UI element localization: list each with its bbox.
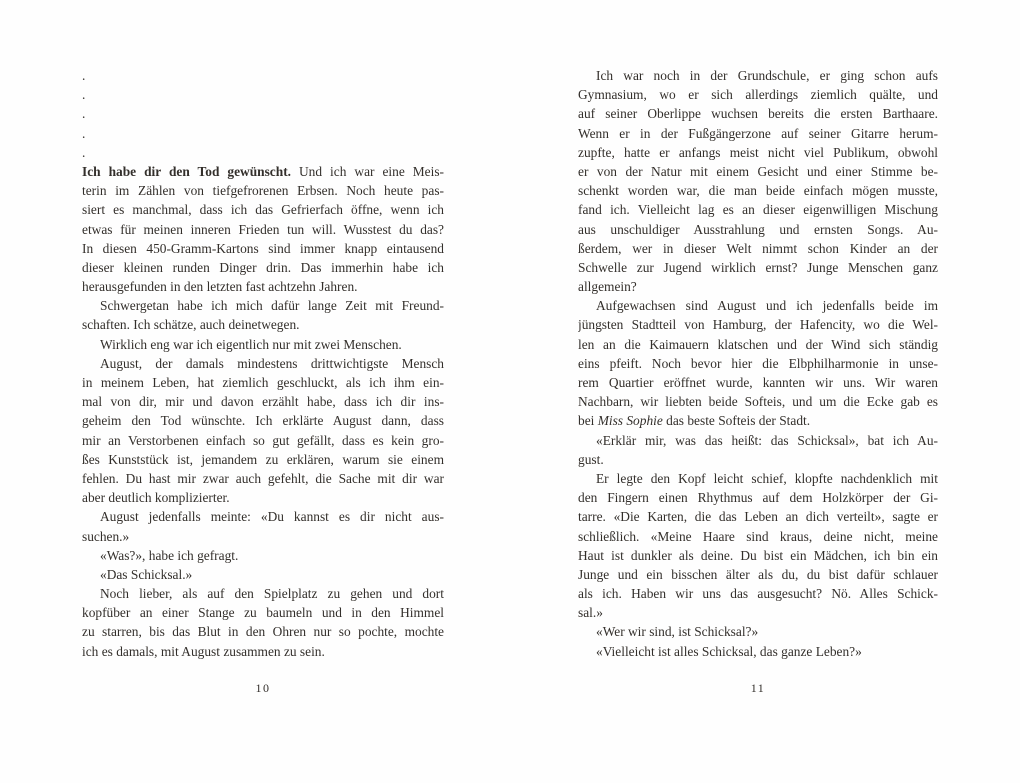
page-number-left: 10 — [255, 681, 271, 695]
text-line: fand ich. Vielleicht lag es an dieser eigenwilligen Mischung — [578, 202, 938, 218]
text-line: ich es damals, mit August zusammen zu sein. — [82, 643, 325, 659]
text-line — [82, 162, 444, 181]
text-line: August jedenfalls meinte: «Du kannst es dir nicht aus- — [100, 509, 444, 525]
text-line: dieser kleinen runden Dinger drin. Das immerhin habe ich — [82, 259, 444, 275]
text-line: zupfte, hatte er anfangs meist nicht viel Publikum, obwohl — [578, 144, 938, 160]
text-line: fehlen. Du hast mir zwar auch gefehlt, die Sache mit dir war — [82, 470, 444, 486]
text-segment: Und ich war eine Meis- — [291, 163, 444, 179]
text-line: ßes Kunststück ist, jemandem zu erklären, warum sie einem — [82, 451, 444, 467]
text-line: sal.» — [578, 605, 603, 621]
text-line: in meinem Leben, hat ziemlich geschluckt, als ich ihm ein- — [82, 375, 444, 390]
text-line: Aufgewachsen sind August und ich jedenfalls beide im — [596, 298, 938, 314]
text-line: «Was?», habe ich gefragt. — [100, 547, 239, 563]
page-number-right: 11 — [750, 681, 766, 695]
text-line: Gymnasium, wo er sich allerdings ziemlich quälte, und — [578, 87, 938, 103]
text-line: Schwelle zur Jugend wirklich ernst? Junge Menschen ganz — [578, 259, 938, 275]
ellipsis-dot-line: . — [82, 125, 86, 141]
text-line: zu starren, bis das Blut in den Ohren nur so pochte, mochte — [82, 624, 444, 640]
text-line: aber deutlich komplizierter. — [82, 490, 230, 506]
text-line: Wenn er in der Fußgängerzone auf seiner Gitarre herum- — [578, 125, 938, 141]
text-segment: das beste Softeis der Stadt. — [662, 413, 811, 429]
ellipsis-dot-line: . — [82, 106, 86, 122]
text-line: jüngsten Stadtteil von Hamburg, der Hafencity, wo die Wel- — [578, 317, 938, 333]
text-line: den Fingern einen Rhythmus auf dem Holzkörper der Gi- — [578, 490, 938, 506]
text-line: etwas für meinen inneren Frieden tun will. Wusstest du das? — [82, 221, 444, 237]
text-line: Wirklich eng war ich eigentlich nur mit zwei Menschen. — [100, 336, 402, 352]
text-line: er von der Natur mit einem Gesicht und einer Stimme be- — [578, 163, 938, 179]
ellipsis-dot-line: . — [82, 144, 86, 160]
text-line: auf seiner Oberlippe wuchsen bereits die ersten Barthaare. — [578, 106, 938, 122]
text-line: Nachbarn, wir liebten beide Softeis, und um die Ecke gab es — [578, 394, 938, 410]
text-line: herausgefunden in den letzten fast achtzehn Jahren. — [82, 279, 358, 295]
text-line: siert es manchmal, dass ich das Gefrierfach öffne, wenn ich — [82, 202, 444, 218]
text-line: tarre. «Die Karten, die das Leben an dich verteilt», sagte er — [578, 509, 938, 525]
text-line: suchen.» — [82, 528, 130, 544]
text-line: Haut ist dunkler als deine. Du bist ein Mädchen, ich bin ein — [578, 547, 938, 563]
text-line: Junge und ein bisschen älter als du, du bist dafür schlauer — [578, 566, 938, 582]
text-line: eins pfeift. Noch bevor hier die Elbphilharmonie in unse- — [578, 355, 938, 371]
text-line: mir an Verstorbenen einfach so gut gefällt, dass es kein gro- — [82, 432, 444, 448]
text-line: rem Quartier eröffnet wurde, kannten wir uns. Wir waren — [578, 375, 938, 390]
italic-text: Miss Sophie — [597, 413, 663, 429]
text-line: In diesen 450-Gramm-Kartons sind immer knapp eintausend — [82, 240, 444, 256]
text-line: schließlich. «Meine Haare sind kraus, deine nicht, meine — [578, 528, 938, 544]
text-line: mal von dir, mir und davon erzählt habe, dass ich dir ins- — [82, 394, 444, 410]
text-line — [578, 411, 938, 430]
text-line: Schwergetan habe ich mich dafür lange Zeit mit Freund- — [100, 298, 444, 314]
ellipsis-dot-line: . — [82, 87, 86, 103]
page-right-column — [578, 66, 938, 661]
text-line: len an die Kaimauern klatschen und der Wind sich ständig — [578, 336, 938, 352]
text-line: kopfüber an einer Stange zu baumeln und in den Himmel — [82, 605, 444, 621]
text-line: «Das Schicksal.» — [100, 566, 193, 582]
page-left-column — [82, 66, 444, 661]
ellipsis-dot-line: . — [82, 68, 86, 83]
text-line: gust. — [578, 451, 604, 467]
text-line: August, der damals mindestens drittwichtigste Mensch — [100, 355, 444, 371]
bold-text: Ich habe dir den Tod gewünscht. — [82, 163, 292, 179]
text-line: «Erklär mir, was das heißt: das Schicksal», bat ich Au- — [596, 432, 938, 448]
text-line: Noch lieber, als auf den Spielplatz zu gehen und dort — [100, 586, 444, 602]
text-line: ßerdem, wer in dieser Welt nimmt schon Kinder an der — [578, 240, 938, 256]
text-line: schenkt worden war, die man beide einfach mögen musste, — [578, 183, 938, 199]
text-line: geheim den Tod wünschte. Ich erklärte August dann, dass — [82, 413, 444, 429]
text-line: «Wer wir sind, ist Schicksal?» — [596, 624, 759, 640]
text-line: allgemein? — [578, 279, 637, 295]
text-line: als ich. Haben wir uns das ausgesucht? Nö. Alles Schick- — [578, 586, 938, 602]
text-line: «Vielleicht ist alles Schicksal, das ganze Leben?» — [596, 643, 862, 659]
text-segment: bei — [578, 413, 598, 429]
text-line: Er legte den Kopf leicht schief, klopfte nachdenklich mit — [596, 470, 938, 486]
text-line: terin im Zählen von tiefgefrorenen Erbsen. Noch heute pas- — [82, 183, 444, 199]
text-line: aus unschuldiger Ausstrahlung und ernsten Songs. Au- — [578, 221, 938, 237]
text-line: schaften. Ich schätze, auch deinetwegen. — [82, 317, 300, 333]
text-line: Ich war noch in der Grundschule, er ging schon aufs — [596, 68, 938, 83]
